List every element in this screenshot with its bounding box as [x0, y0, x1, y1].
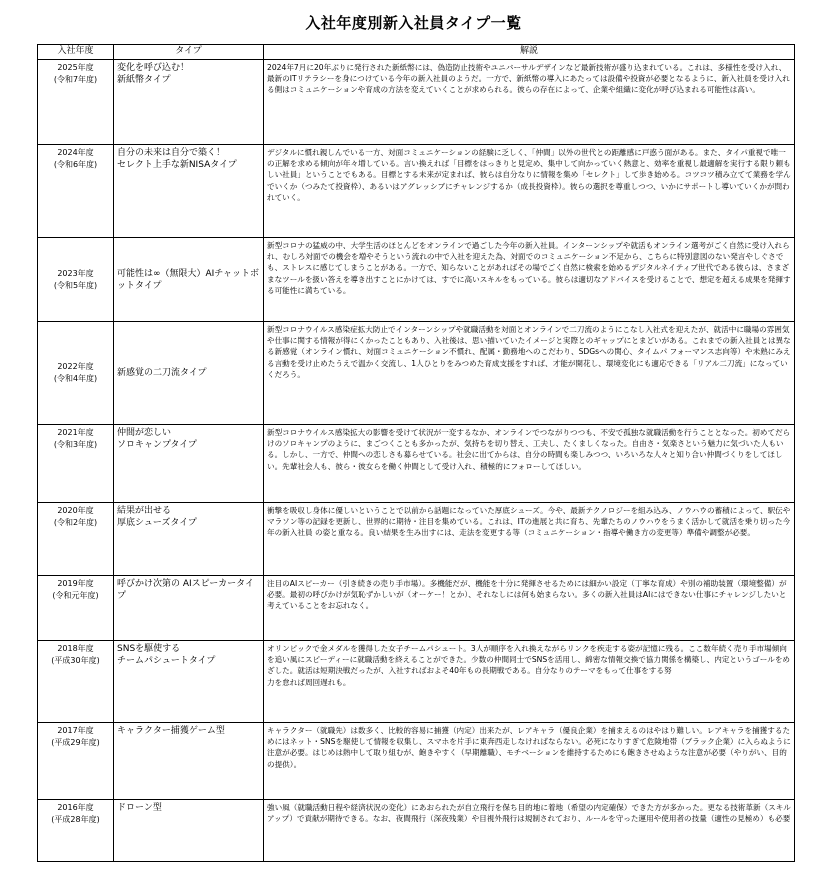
type-cell: ドローン型: [114, 800, 264, 862]
year-label: 2018年度: [57, 644, 94, 653]
description-cell: 衝撃を吸収し身体に優しいということで以前から話題になっていた厚底シューズ。今や、最新テクノロジーを組み込み、ノウハウの蓄積によって、駅伝やマラソン等の記録を更新し、世界的に期待・注目を集めている。これは、ITの進展と共に育ち、先輩たちのノウハウをうまく活かして就活を乗り切った今年の新入社員 の姿と重なる。良い結果を生み出すには、走法を変更する等（コミュニケーション・指導や働き方の変更等）準備や調整が必要。: [264, 503, 795, 576]
era-label: (令和3年度): [53, 440, 98, 449]
year-label: 2017年度: [57, 726, 94, 735]
era-label: (令和2年度): [53, 518, 98, 527]
era-label: (令和7年度): [53, 75, 98, 84]
year-cell: [38, 60, 114, 145]
era-label: (平成30年度): [51, 656, 100, 665]
era-label: (平成28年度): [51, 815, 100, 824]
header-year: 入社年度: [38, 45, 114, 60]
header-description: 解説: [264, 45, 795, 60]
document-title: 入社年度別新入社員タイプ一覧: [305, 14, 522, 32]
description-cell: 新型コロナウイルス感染拡大の影響を受けて状況が一変するなか、オンラインでつながりつつも、不安で孤独な就職活動を行うこととなった。初めてだらけのソロキャンプのように、まごつくことも多かったが、気持ちを切り替え、工夫し、たくましくなった。自由さ・気楽さという魅力に気づいた人もいる。しかし、一方で、仲間への恋しさも募らせている。社会に出てからは、自分の時間も楽しみつつ、いろいろな人々と知り合い仲間づくりをしてほしい。先輩社会人も、彼ら・彼女らを働く仲間として受け入れ、積極的にフォローしてほしい。: [264, 425, 795, 503]
era-label: (令和4年度): [53, 374, 98, 383]
year-cell: [38, 322, 114, 425]
description-cell: 2024年7月に20年ぶりに発行された新紙幣には、偽造防止技術やユニバーサルデザインなど最新技術が盛り込まれている。これは、多様性を受け入れ、最新のITリテラシーを身につけている今年の新入社員のようだ。一方で、新紙幣の導入にあたっては設備や投資が必要となるように、新入社員を受け入れる側はコミュニケーションや育成の方法を変えていくことが求められる。彼らの存在によって、企業や組織に変化が呼び込まれる可能性は高い。: [264, 60, 795, 145]
type-cell: 呼びかけ次第の AIスピーカータイプ: [114, 576, 264, 641]
year-label: 2019年度: [57, 579, 94, 588]
table-row: [38, 145, 795, 238]
era-label: (令和元年度): [52, 591, 99, 600]
description-cell: 強い風（就職活動日程や経済状況の変化）にあおられたが自立飛行を保ち目的地に着地（希望の内定確保）できた方が多かった。更なる技術革新（スキルアップ）で貢献が期待できる。なお、夜間飛行（深夜残業）や目視外飛行は規制されており、ルールを守った運用や使用者の技量（適性の見極め）も必要: [264, 800, 795, 862]
table-header-row: [38, 45, 795, 60]
year-label: 2016年度: [57, 803, 94, 812]
era-label: (平成29年度): [51, 738, 100, 747]
type-cell: 仲間が恋しい ソロキャンプタイプ: [114, 425, 264, 503]
year-label: 2022年度: [57, 362, 94, 371]
table-row: [38, 576, 795, 641]
type-cell: 新感覚の二刀流タイプ: [114, 322, 264, 425]
era-label: (令和6年度): [53, 160, 98, 169]
type-cell: 可能性は∞（無限大）AIチャットボットタイプ: [114, 238, 264, 322]
table-row: [38, 425, 795, 503]
table-row: [38, 322, 795, 425]
year-cell: [38, 145, 114, 238]
new-employee-type-table: [37, 44, 795, 862]
type-cell: 自分の未来は自分で築く！ セレクト上手な新NISAタイプ: [114, 145, 264, 238]
description-cell: 新型コロナウイルス感染症拡大防止でインターンシップや就職活動を対面とオンラインで二刀流のようにこなし入社式を迎えたが、就活中に職場の雰囲気や仕事に関する情報が得にくかったこともあり、入社後は、思い描いていたイメージと実際とのギャップにとまどいがある。これまでの新入社員とは異なる新感覚（オンライン慣れ、対面コミュニケーション不慣れ、配属・勤務地へのこだわり、SDGsへの関心、タイムパ フォーマンス志向等）や未熟にみえる言動を受け止めたうえで温かく交流し、1人ひとりをみつめた育成支援をすれば、才能が開花し、環境変化にも適応できる「リアル二刀流」になっていくだろう。: [264, 322, 795, 425]
year-cell: [38, 800, 114, 862]
year-cell: [38, 641, 114, 723]
description-cell: オリンピックで金メダルを獲得した女子チームパシュート。3人が順序を入れ換えながらリンクを疾走する姿が記憶に残る。ここ数年続く売り手市場傾向を追い風にスピーディーに就職活動を終えることができた。少数の仲間同士でSNSを活用し、綿密な情報交換で協力関係を構築し、内定というゴールをめざした。就活は短期決戦だったが、入社すればおよそ40年もの長期戦である。自分なりのテーマをもって仕事をする努 力を怠れば周回遅れも。: [264, 641, 795, 723]
year-label: 2021年度: [57, 428, 94, 437]
year-label: 2025年度: [57, 63, 94, 72]
description-cell: 注目のAIスピーカー（引き続きの売り手市場）。多機能だが、機能を十分に発揮させるためには細かい設定（丁寧な育成）や別の補助装置（環境整備）が必要。最初の呼びかけが気恥ずかしいが（オーケー！とか）、それなしには何も始まらない。多くの新入社員はAIにはできない仕事にチャレンジしたいと考えていることをお忘れなく。: [264, 576, 795, 641]
description-cell: 新型コロナの猛威の中、大学生活のほとんどをオンラインで過ごした今年の新入社員。インターンシップや就活もオンライン選考がごく自然に受け入れられ、むしろ対面での機会を増やそうという流れの中で入社を迎えた為、対面でのコミュニケーション不足から、こちらに特別意図のない発言やしぐさでも、ストレスに感じてしまうことがある。一方で、知らないことがあればその場でごく自然に検索を始めるデジタルネイティブ世代である彼らは、さまざまなツールを扱い答えを導き出すことにかけては、すでに高いスキルをもっている。彼らは適切なアドバイスを受けることで、想定を超える成果を発揮する可能性に満ちている。: [264, 238, 795, 322]
era-label: (令和5年度): [53, 280, 98, 290]
year-label: 2023年度: [57, 268, 94, 278]
description-cell: キャラクター（就職先）は数多く、比較的容易に捕獲（内定）出来たが、レアキャラ（優良企業）を捕まえるのはやはり難しい。レアキャラを捕獲するためにはネット・SNSを駆使して情報を収集し、スマホを片手に東奔西走しなければならない。必死になりすぎて危険地帯（ブラック企業）に入らぬように注意が必要。はじめは熱中して取り組むが、飽きやすく（早期離職）、モチベーションを維持するためにも飽きさせぬような注意が必要（やりがい、目的の提供）。: [264, 723, 795, 800]
year-cell: [38, 425, 114, 503]
type-cell: キャラクター捕獲ゲーム型: [114, 723, 264, 800]
description-cell: デジタルに慣れ親しんでいる一方、対面コミュニケーションの経験に乏しく、「仲間」以外の世代との距離感に戸惑う面がある。また、タイパ重視で唯一の正解を求める傾向が年々増している。言い換えれば「目標をはっきりと見定め、集中して向かっていく熱意と、効率を重視し最適解を実行する限り頼もしい社員」ということでもある。目標とする未来が定まれば、彼らは自分なりに情報を集め「セレクト」して歩き始める。コツコツ積み立てて業務を学んでいくか（つみたて投資枠）、あるいはアグレッシブにチャレンジするか（成長投資枠）。彼らの選択を尊重しつつ、いかにサポートし導いていくかが問われていく。: [264, 145, 795, 238]
header-type: タイプ: [114, 45, 264, 60]
table-row: [38, 238, 795, 322]
table-row: [38, 723, 795, 800]
year-cell: [38, 503, 114, 576]
year-cell: [38, 723, 114, 800]
type-cell: 変化を呼び込む！ 新紙幣タイプ: [114, 60, 264, 145]
table-row: [38, 800, 795, 862]
type-cell: SNSを駆使する チームパシュートタイプ: [114, 641, 264, 723]
table-row: [38, 503, 795, 576]
type-cell: 結果が出せる 厚底シューズタイプ: [114, 503, 264, 576]
year-cell: [38, 576, 114, 641]
year-label: 2020年度: [57, 506, 94, 515]
year-label: 2024年度: [57, 148, 94, 157]
table-row: [38, 60, 795, 145]
year-cell: [38, 238, 114, 322]
table-row: [38, 641, 795, 723]
